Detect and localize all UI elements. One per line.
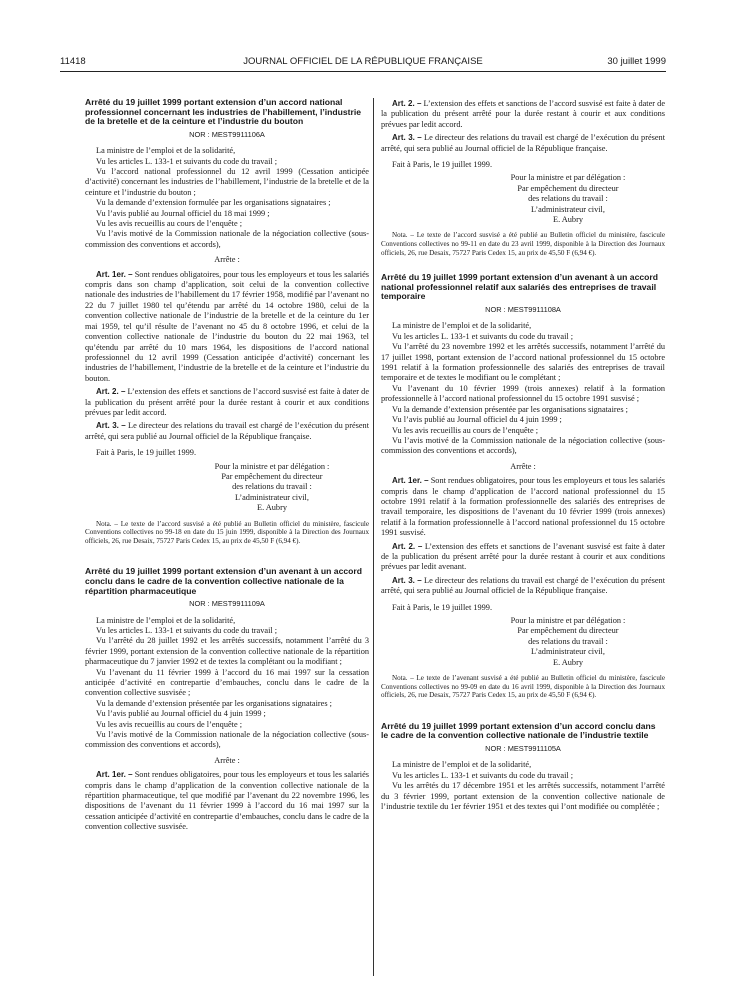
visa-line: La ministre de l’emploi et de la solidarité, [392,760,532,770]
article-label: Art. 3. – [96,421,126,431]
visa-line: Vu les articles L. 133-1 et suivants du code du travail ; [96,156,278,166]
article-label: Art. 2. – [392,99,422,108]
section-spacer [381,257,665,273]
visa-line: Vu les articles L. 133-1 et suivants du code du travail ; [96,625,278,635]
signature-line: Par empêchement du directeur [221,471,323,481]
signature-line: Par empêchement du directeur [517,626,619,636]
article-1 [85,270,369,384]
signature-date: Fait à Paris, le 19 juillet 1999. [392,602,493,612]
visa-line: Vu l’avis motivé de la Commission nationale de la négociation collective (sous-commission des conventions et accords), [85,229,369,249]
visa-line: Vu l’arrêté du 28 juillet 1992 et les arrêtés successifs, notamment l’arrêté du 3 février 1999, portant extension de la convention collective nationale de la répartition pharmaceutique du 7 janvier 1992 et de textes la complétant ou la modifiant ; [85,636,369,667]
article-3 [85,421,369,442]
article-label: Art. 1er. – [392,476,429,486]
signature-line: L’administrateur civil, [235,492,309,502]
visa-line: Vu l’accord national professionnel du 12 avril 1999 (Cessation anticipée d’activité) concernant les industries de l’habillement, l’industrie de la bretelle et de la ceinture et l’industrie du bouton ; [85,167,369,197]
article-2 [381,99,665,130]
visa-line: Vu l’avenant du 10 février 1999 (trois annexes) relatif à la formation professionnelle à l’accord national professionnel du 15 octobre 1991 susvisé ; [381,383,665,404]
visa-line: Vu l’avis motivé de la Commission nationale de la négociation collective (sous-commission des conventions et accords), [85,730,369,750]
signature-line: L’administrateur civil, [531,647,605,657]
issue-date: 30 juillet 1999 [607,56,666,67]
signatory-name: E. Aubry [553,215,583,225]
nor-reference: NOR : MEST9911106A [189,129,265,139]
visa-line: Vu les articles L. 133-1 et suivants du code du travail ; [392,331,574,341]
visa-line: Vu la demande d’extension formulée par les organisations signataires ; [96,198,331,208]
article-2 [381,542,665,573]
article-text: Le directeur des relations du travail est chargé de l’exécution du présent arrêté, qui sera publié au Journal officiel de la République française. [85,421,369,441]
nor-reference: NOR : MEST9911105A [485,744,561,753]
visa-line: Vu l’arrêté du 23 novembre 1992 et les arrêtés successifs, notamment l’arrêté du 17 juillet 1998, portant extension de l’accord national professionnel du 15 octobre 1991 relatif à la formation professionnelle des salariés des entreprises de travail temporaire et de textes le modifiant ou le complétant ; [381,342,665,383]
decree-title: Arrêté du 19 juillet 1999 portant extension d’un accord conclu dans le cadre de la convention collective nationale de l’industrie textile [381,720,656,741]
visa-line: Vu l’avis publié au Journal officiel du 4 juin 1999 ; [96,709,266,719]
column-divider [373,98,374,976]
visa-line: Vu la demande d’extension présentée par les organisations signataires ; [96,698,332,708]
article-text: Sont rendues obligatoires, pour tous les employeurs et tous les salariés compris dans son champ d’application, soit celui de la convention collective nationale des industries de l’habillement du 17 février 1958, modifié par l’avenant no 22 du 7 juillet 1980 tel qu’étendu par arrêté du 14 octobre 1980, celui de la convention collective nationale de l’industrie de la bretelle et de la ceinture du 1er mai 1959, tel qu’il résulte de l’avenant no 45 du 8 octobre 1996, et celui de la convention collective nationale de l’industrie du bouton du 22 mai 1963, tel qu’étendu par arrêté du 10 mars 1964, les dispositions de l’accord national professionnel du 12 avril 1999 (Cessation anticipée d’activité) concernant les industries de l’habillement, l’industrie de la bretelle et de la ceinture et l’industrie du bouton. [85,269,369,383]
signature-date: Fait à Paris, le 19 juillet 1999. [96,448,197,458]
visa-line: Vu les articles L. 133-1 et suivants du code du travail ; [392,770,574,780]
article-1 [85,770,369,832]
article-text: Le directeur des relations du travail est chargé de l’exécution du présent arrêté, qui sera publié au Journal officiel de la République française. [381,133,665,153]
article-1 [381,476,665,538]
arrete-heading: Arrête : [510,461,536,471]
article-text: Sont rendues obligatoires, pour tous les employeurs et tous les salariés compris dans le champ d’application de la convention collective nationale de la répartition pharmaceutique, tel que modifié par l’avenant du 22 novembre 1996, les dispositions de l’avenant du 11 février 1999 à l’accord du 16 mai 1997 sur la cessation anticipée d’activité en contrepartie d’embauches, conclu dans le cadre de la convention collective susvisée. [85,770,369,832]
decree-title: Arrêté du 19 juillet 1999 portant extension d’un avenant à un accord national professionnel relatif aux salariés des entreprises de travail temporaire [381,272,658,302]
nor-reference: NOR : MEST9911109A [189,599,265,609]
signature-line: Pour la ministre et par délégation : [510,616,626,625]
signature-line: des relations du travail : [528,636,608,646]
section-spacer [85,545,369,567]
visa-line: La ministre de l’emploi et de la solidarité, [96,146,236,156]
article-label: Art. 1er. – [96,770,133,780]
nota-note: Nota. – Le texte de l’avenant susvisé a été publié au Bulletin officiel du ministère, fascicule Conventions collectives no 99-09 en date du 16 avril 1999, disponible à la Direction des Journaux officiels, 26, rue Desaix, 75727 Paris Cedex 15, au prix de 45,50 F (6,94 €). [381,674,665,700]
right-column [381,99,665,981]
visa-line: Vu la demande d’extension présentée par les organisations signataires ; [392,404,628,414]
article-label: Art. 3. – [392,133,422,143]
journal-title: JOURNAL OFFICIEL DE LA RÉPUBLIQUE FRANÇAISE [243,56,483,67]
signature-line: des relations du travail : [528,194,608,204]
signature-date: Fait à Paris, le 19 juillet 1999. [392,160,493,170]
visa-line: La ministre de l’emploi et de la solidarité, [392,321,532,331]
signatory-name: E. Aubry [553,657,583,667]
visa-line: Vu les avis recueillis au cours de l’enquête ; [392,425,539,435]
signature-line: Pour la ministre et par délégation : [214,461,330,471]
article-text: L’extension des effets et sanctions de l’accord susvisé est faite à dater de la publication du présent arrêté pour la durée restant à courir et aux conditions prévues par ledit accord. [85,387,369,417]
article-label: Art. 1er. – [96,269,133,279]
visa-line: Vu l’avenant du 11 février 1999 à l’accord du 16 mai 1997 sur la cessation anticipée d’activité en contrepartie d’embauches, conclu dans le cadre de la convention collective susvisée ; [85,667,369,698]
article-label: Art. 3. – [392,575,422,585]
nor-reference: NOR : MEST9911108A [485,305,561,315]
article-3 [381,576,665,597]
visa-line: Vu l’avis publié au Journal officiel du 4 juin 1999 ; [392,415,562,425]
article-label: Art. 2. – [96,387,126,397]
visa-line: Vu l’avis publié au Journal officiel du 18 mai 1999 ; [96,208,270,218]
signature-line: L’administrateur civil, [531,204,605,214]
visa-line: Vu les arrêtés du 17 décembre 1951 et les arrêtés successifs, notamment l’arrêté du 3 février 1999, portant extension de la convention collective nationale de l’industrie textile du 1er février 1951 et des textes qui l’ont modifiée ou complétée ; [381,781,665,812]
visa-line: Vu l’avis motivé de la Commission nationale de la négociation collective (sous-commission des conventions et accords), [381,435,665,456]
signature-line: Pour la ministre et par délégation : [510,173,626,183]
article-2 [85,387,369,418]
signatory-name: E. Aubry [257,503,287,513]
section-spacer [381,700,665,722]
article-text: L’extension des effets et sanctions de l’avenant susvisé est faite à dater de la publication du présent arrêté pour la durée restant à courir et aux conditions prévues par ledit avenant. [381,541,665,572]
arrete-heading: Arrête : [214,755,240,765]
article-text: L’extension des effets et sanctions de l’accord susvisé est faite à dater de la publication du présent arrêté pour la durée restant à courir et aux conditions prévues par ledit accord. [381,99,665,129]
article-text: Le directeur des relations du travail est chargé de l’exécution du présent arrêté, qui sera publié au Journal officiel de la République française. [381,575,665,596]
signature-line: Par empêchement du directeur [517,183,619,193]
article-3 [381,133,665,154]
article-text: Sont rendues obligatoires, pour tous les employeurs et tous les salariés compris dans le champ d’application de l’accord national professionnel du 15 octobre 1991 relatif à la formation professionnelle des salariés des entreprises de travail temporaire, les dispositions de l’avenant du 10 février 1999 (trois annexes) relatif à la formation professionnelle à l’accord national professionnel du 15 octobre 1991 susvisé. [381,476,665,538]
visa-line: La ministre de l’emploi et de la solidarité, [96,615,236,625]
visa-line: Vu les avis recueillis au cours de l’enquête ; [96,719,243,729]
nota-note: Nota. – Le texte de l’accord susvisé a été publié au Bulletin officiel du ministère, fascicule Conventions collectives no 99-11 en date du 23 avril 1999, disponible à la Direction des Journaux officiels, 26, rue Desaix, 75727 Paris Cedex 15, au prix de 45,50 F (6,94 €). [381,231,665,257]
header-rule [60,71,666,72]
page-header [60,56,666,70]
signature-line: des relations du travail : [232,482,312,492]
article-label: Art. 2. – [392,541,423,551]
decree-title: Arrêté du 19 juillet 1999 portant extension d’un accord national professionnel concernant les industries de l’habillement, l’industrie de la bretelle et de la ceinture et l’industrie du bouton [85,98,362,127]
visa-line: Vu les avis recueillis au cours de l’enquête ; [96,219,243,229]
page-number: 11418 [60,56,86,67]
left-column [85,98,369,980]
arrete-heading: Arrête : [214,255,240,265]
decree-title: Arrêté du 19 juillet 1999 portant extension d’un avenant à un accord conclu dans le cadre de la convention collective nationale de la répartition pharmaceutique [85,566,362,596]
nota-note: Nota. – Le texte de l’accord susvisé a été publié au Bulletin officiel du ministère, fascicule Conventions collectives no 99-18 en date du 15 juin 1999, disponible à la Direction des Journaux officiels, 26, rue Desaix, 75727 Paris Cedex 15, au prix de 45,50 F (6,94 €). [85,519,369,545]
